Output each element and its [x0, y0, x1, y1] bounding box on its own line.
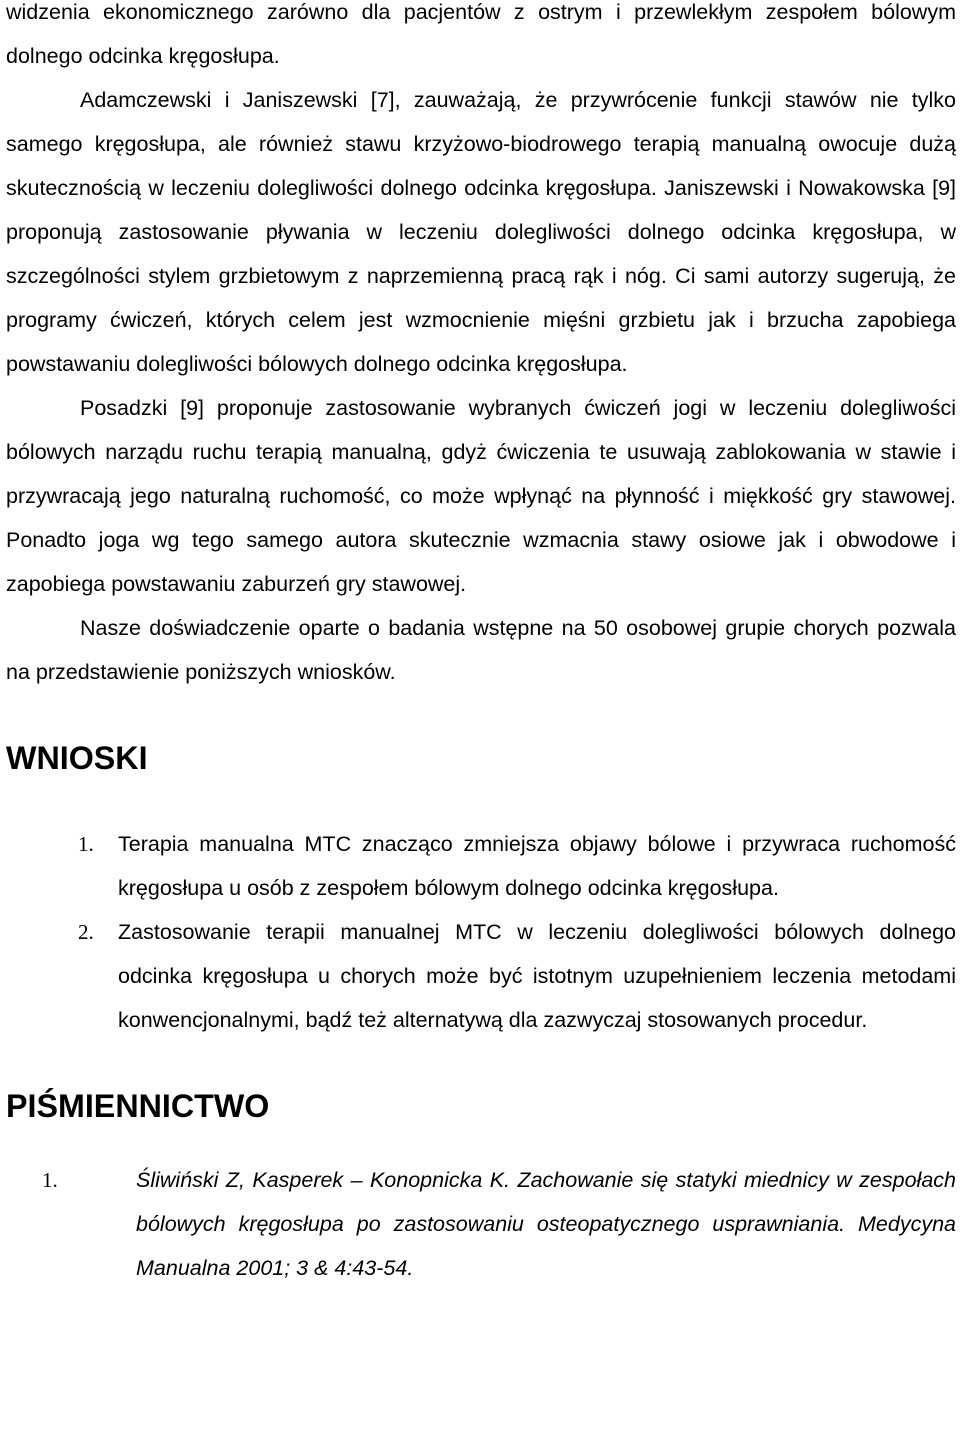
conclusions-list — [6, 822, 956, 1042]
conclusion-text: Terapia manualna MTC znacząco zmniejsza objawy bólowe i przywraca ruchomość kręgosłupa u osób z zespołem bólowym dolnego odcinka kręgosłupa. — [118, 832, 956, 900]
references-list — [6, 1158, 956, 1290]
reference-item — [6, 1158, 956, 1290]
conclusion-item — [6, 910, 956, 1042]
paragraph-continuation: widzenia ekonomicznego zarówno dla pacjentów z ostrym i przewlekłym zespołem bólowym dolnego odcinka kręgosłupa. — [6, 0, 956, 68]
conclusion-text: Zastosowanie terapii manualnej MTC w leczeniu dolegliwości bólowych dolnego odcinka kręgosłupa u chorych może być istotnym uzupełnieniem leczenia metodami konwencjonalnymi, bądź też alternatywą dla zazwyczaj stosowanych procedur. — [118, 920, 956, 1032]
paragraph-nasze-doswiadczenie: Nasze doświadczenie oparte o badania wstępne na 50 osobowej grupie chorych pozwala na przedstawienie poniższych wniosków. — [6, 616, 956, 684]
conclusion-item — [6, 822, 956, 910]
reference-number: 1. — [42, 1168, 58, 1192]
paragraph-posadzki: Posadzki [9] proponuje zastosowanie wybranych ćwiczeń jogi w leczeniu dolegliwości bólowych narządu ruchu terapią manualną, gdyż ćwiczenia te usuwają zablokowania w stawie i przywracają jego naturalną ruchomość, co może wpłynąć na płynność i miękkość gry stawowej. Ponadto joga wg tego samego autora skutecznie wzmacnia stawy osiowe jak i obwodowe i zapobiega powstawaniu zaburzeń gry stawowej. — [6, 396, 956, 596]
conclusion-number: 1. — [78, 832, 94, 856]
conclusion-number: 2. — [78, 920, 94, 944]
references-heading: PIŚMIENNICTWO — [6, 1088, 270, 1124]
reference-text: Śliwiński Z, Kasperek – Konopnicka K. Zachowanie się statyki miednicy w zespołach bólowych kręgosłupa po zastosowaniu osteopatycznego usprawniania. Medycyna Manualna 2001; 3 & 4:43-54. — [136, 1168, 956, 1280]
document-page — [6, 0, 956, 1290]
conclusions-heading: WNIOSKI — [6, 740, 148, 776]
paragraph-adamczewski: Adamczewski i Janiszewski [7], zauważają, że przywrócenie funkcji stawów nie tylko samego kręgosłupa, ale również stawu krzyżowo-biodrowego terapią manualną owocuje dużą skutecznością w leczeniu dolegliwości dolnego odcinka kręgosłupa. Janiszewski i Nowakowska [9] proponują zastosowanie pływania w leczeniu dolegliwości dolnego odcinka kręgosłupa, w szczególności stylem grzbietowym z naprzemienną pracą rąk i nóg. Ci sami autorzy sugerują, że programy ćwiczeń, których celem jest wzmocnienie mięśni grzbietu jak i brzucha zapobiega powstawaniu dolegliwości bólowych dolnego odcinka kręgosłupa. — [6, 88, 956, 376]
